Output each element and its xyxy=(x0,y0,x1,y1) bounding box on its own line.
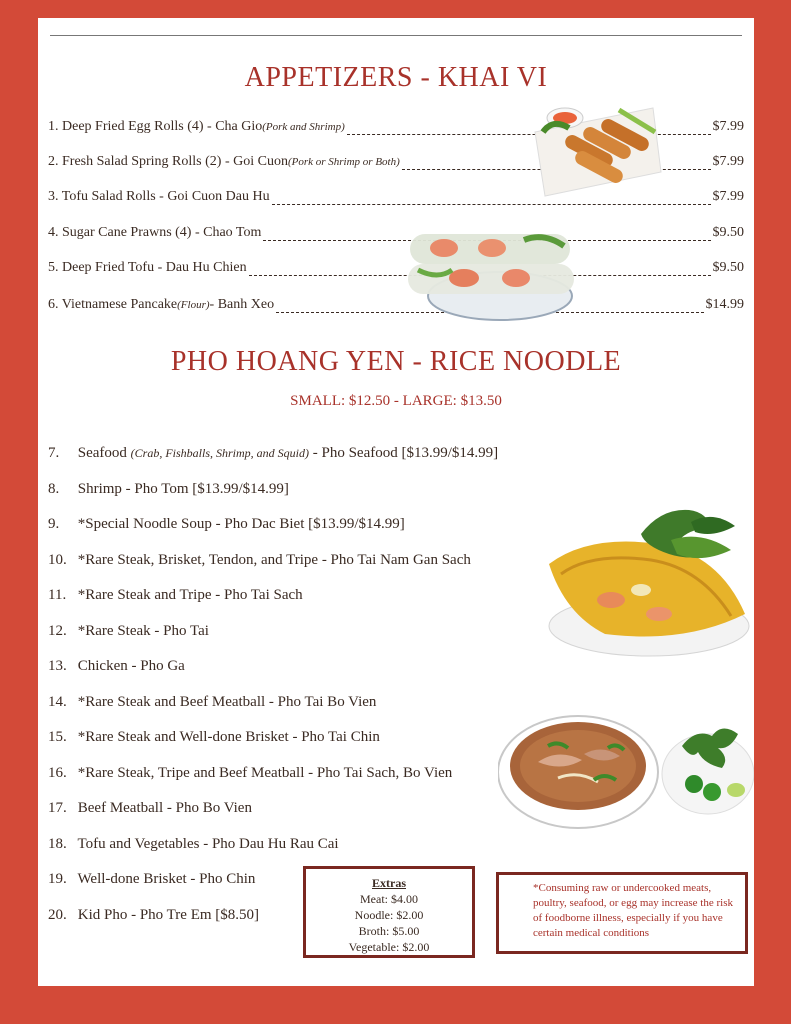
egg-rolls-photo xyxy=(525,102,663,198)
extras-line: Broth: $5.00 xyxy=(358,924,420,938)
pho-item: 12. *Rare Steak - Pho Tai xyxy=(48,623,209,639)
pho-item: 9. *Special Noodle Soup - Pho Dac Biet [$13.99/$14.99] xyxy=(48,516,405,532)
pho-item: 13. Chicken - Pho Ga xyxy=(48,658,185,674)
extras-line: Meat: $4.00 xyxy=(360,892,418,906)
appetizer-item: 2. Fresh Salad Spring Rolls (2) - Goi Cuon (Pork or Shrimp or Both) $7.99 xyxy=(48,154,744,169)
pho-item: 10. *Rare Steak, Brisket, Tendon, and Tripe - Pho Tai Nam Gan Sach xyxy=(48,552,471,568)
appetizers-heading: APPETIZERS - KHAI VI xyxy=(244,62,548,93)
pho-item: 18. Tofu and Vegetables - Pho Dau Hu Rau Cai xyxy=(48,836,339,852)
food-safety-warning: *Consuming raw or undercooked meats, poultry, seafood, or egg may increase the risk of foodborne illness, especially if you have certain medical conditions xyxy=(496,872,748,954)
extras-line: Vegetable: $2.00 xyxy=(348,940,430,954)
pho-item: 11. *Rare Steak and Tripe - Pho Tai Sach xyxy=(48,587,303,603)
pho-item: 15. *Rare Steak and Well-done Brisket - Pho Tai Chin xyxy=(48,729,380,745)
price: $9.50 xyxy=(712,225,744,240)
menu-page xyxy=(38,18,754,986)
top-rule xyxy=(50,35,742,36)
pancake-photo xyxy=(541,504,753,664)
appetizer-item: 3. Tofu Salad Rolls - Goi Cuon Dau Hu $7.99 xyxy=(48,189,744,204)
pho-item: 17. Beef Meatball - Pho Bo Vien xyxy=(48,800,252,816)
spring-rolls-photo xyxy=(404,216,580,324)
price: $7.99 xyxy=(712,119,744,134)
pho-heading: PHO HOANG YEN - RICE NOODLE xyxy=(170,346,622,377)
pho-item: 20. Kid Pho - Pho Tre Em [$8.50] xyxy=(48,907,260,923)
price: $14.99 xyxy=(705,297,744,312)
pho-bowl-photo xyxy=(498,706,754,836)
extras-line: Noodle: $2.00 xyxy=(354,908,424,922)
pho-item: 16. *Rare Steak, Tripe and Beef Meatball - Pho Tai Sach, Bo Vien xyxy=(48,765,453,781)
appetizer-item: 5. Deep Fried Tofu - Dau Hu Chien $9.50 xyxy=(48,260,744,275)
appetizer-item: 1. Deep Fried Egg Rolls (4) - Cha Gio (Pork and Shrimp) $7.99 xyxy=(48,119,744,134)
extras-title: Extras xyxy=(372,876,406,890)
appetizer-item: 6. Vietnamese Pancake (Flour) - Banh Xeo $14.99 xyxy=(48,297,744,312)
price: $7.99 xyxy=(712,154,744,169)
pho-item: 14. *Rare Steak and Beef Meatball - Pho Tai Bo Vien xyxy=(48,694,377,710)
pho-item: 7. Seafood (Crab, Fishballs, Shrimp, and Squid) - Pho Seafood [$13.99/$14.99] xyxy=(48,445,499,461)
price: $9.50 xyxy=(712,260,744,275)
pho-item: 8. Shrimp - Pho Tom [$13.99/$14.99] xyxy=(48,481,289,497)
price: $7.99 xyxy=(712,189,744,204)
pho-item: 19. Well-done Brisket - Pho Chin xyxy=(48,871,256,887)
extras-box xyxy=(303,866,475,958)
appetizer-item: 4. Sugar Cane Prawns (4) - Chao Tom $9.50 xyxy=(48,225,744,240)
pho-sizes: SMALL: $12.50 - LARGE: $13.50 xyxy=(290,393,502,409)
